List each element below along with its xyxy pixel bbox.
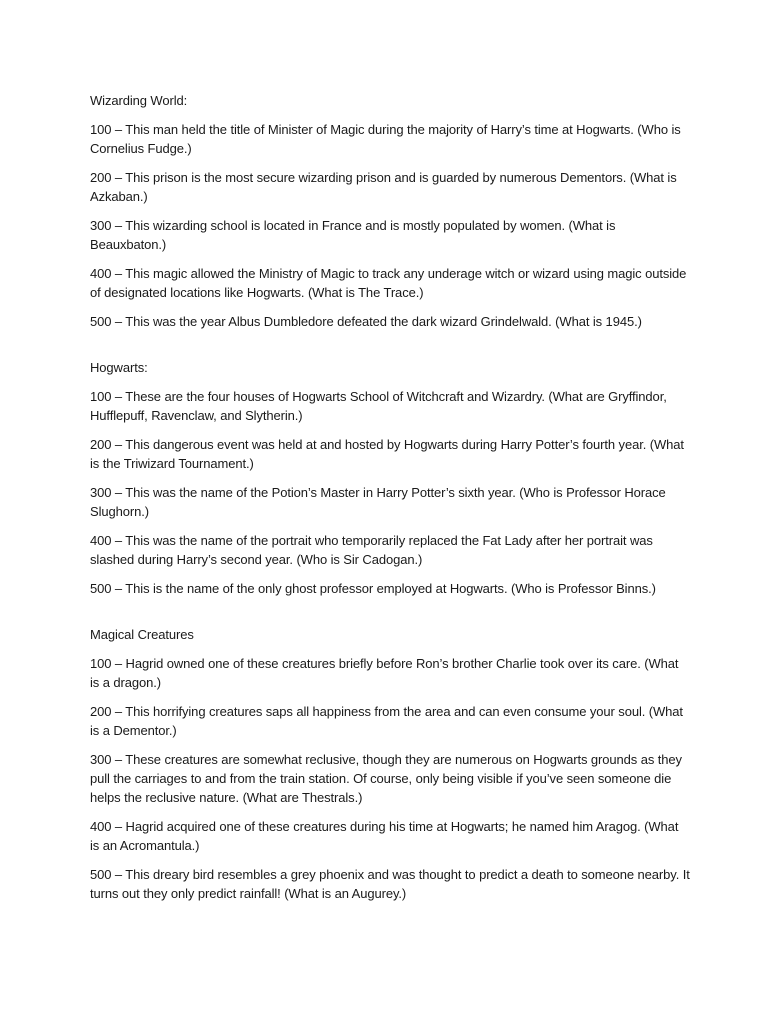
section-heading: Hogwarts:	[90, 360, 148, 375]
section-hogwarts	[90, 358, 690, 598]
section-heading: Wizarding World:	[90, 93, 188, 108]
section-heading: Magical Creatures	[90, 627, 194, 642]
question-500: 500 – This was the year Albus Dumbledore defeated the dark wizard Grindelwald. (What is 1945.)	[90, 314, 642, 329]
question-500: 500 – This dreary bird resembles a grey phoenix and was thought to predict a death to someone nearby. It turns out they only predict rainfall! (What is an Augurey.)	[90, 867, 690, 901]
question-100: 100 – Hagrid owned one of these creatures briefly before Ron’s brother Charlie took over its care. (What is a dragon.)	[90, 656, 679, 690]
question-100: 100 – This man held the title of Minister of Magic during the majority of Harry’s time at Hogwarts. (Who is Cornelius Fudge.)	[90, 122, 681, 156]
question-100: 100 – These are the four houses of Hogwarts School of Witchcraft and Wizardry. (What are Gryffindor, Hufflepuff, Ravenclaw, and Slytherin.)	[90, 389, 667, 423]
question-200: 200 – This dangerous event was held at and hosted by Hogwarts during Harry Potter’s fourth year. (What is the Triwizard Tournament.)	[90, 437, 684, 471]
question-400: 400 – This magic allowed the Ministry of Magic to track any underage witch or wizard using magic outside of designated locations like Hogwarts. (What is The Trace.)	[90, 266, 687, 300]
question-200: 200 – This horrifying creatures saps all happiness from the area and can even consume your soul. (What is a Dementor.)	[90, 704, 683, 738]
question-400: 400 – Hagrid acquired one of these creatures during his time at Hogwarts; he named him Aragog. (What is an Acromantula.)	[90, 819, 679, 853]
question-400: 400 – This was the name of the portrait who temporarily replaced the Fat Lady after her portrait was slashed during Harry’s second year. (Who is Sir Cadogan.)	[90, 533, 653, 567]
question-200: 200 – This prison is the most secure wizarding prison and is guarded by numerous Dementors. (What is Azkaban.)	[90, 170, 677, 204]
question-500: 500 – This is the name of the only ghost professor employed at Hogwarts. (Who is Professor Binns.)	[90, 581, 656, 596]
question-300: 300 – These creatures are somewhat reclusive, though they are numerous on Hogwarts grounds as they pull the carriages to and from the train station. Of course, only being visible if you’ve seen someone die helps the reclusive nature. (What are Thestrals.)	[90, 752, 682, 805]
question-300: 300 – This wizarding school is located in France and is mostly populated by women. (What is Beauxbaton.)	[90, 218, 616, 252]
section-wizarding-world	[90, 91, 690, 331]
question-300: 300 – This was the name of the Potion’s Master in Harry Potter’s sixth year. (Who is Professor Horace Slughorn.)	[90, 485, 666, 519]
section-magical-creatures	[90, 625, 690, 903]
document-body	[90, 91, 690, 913]
